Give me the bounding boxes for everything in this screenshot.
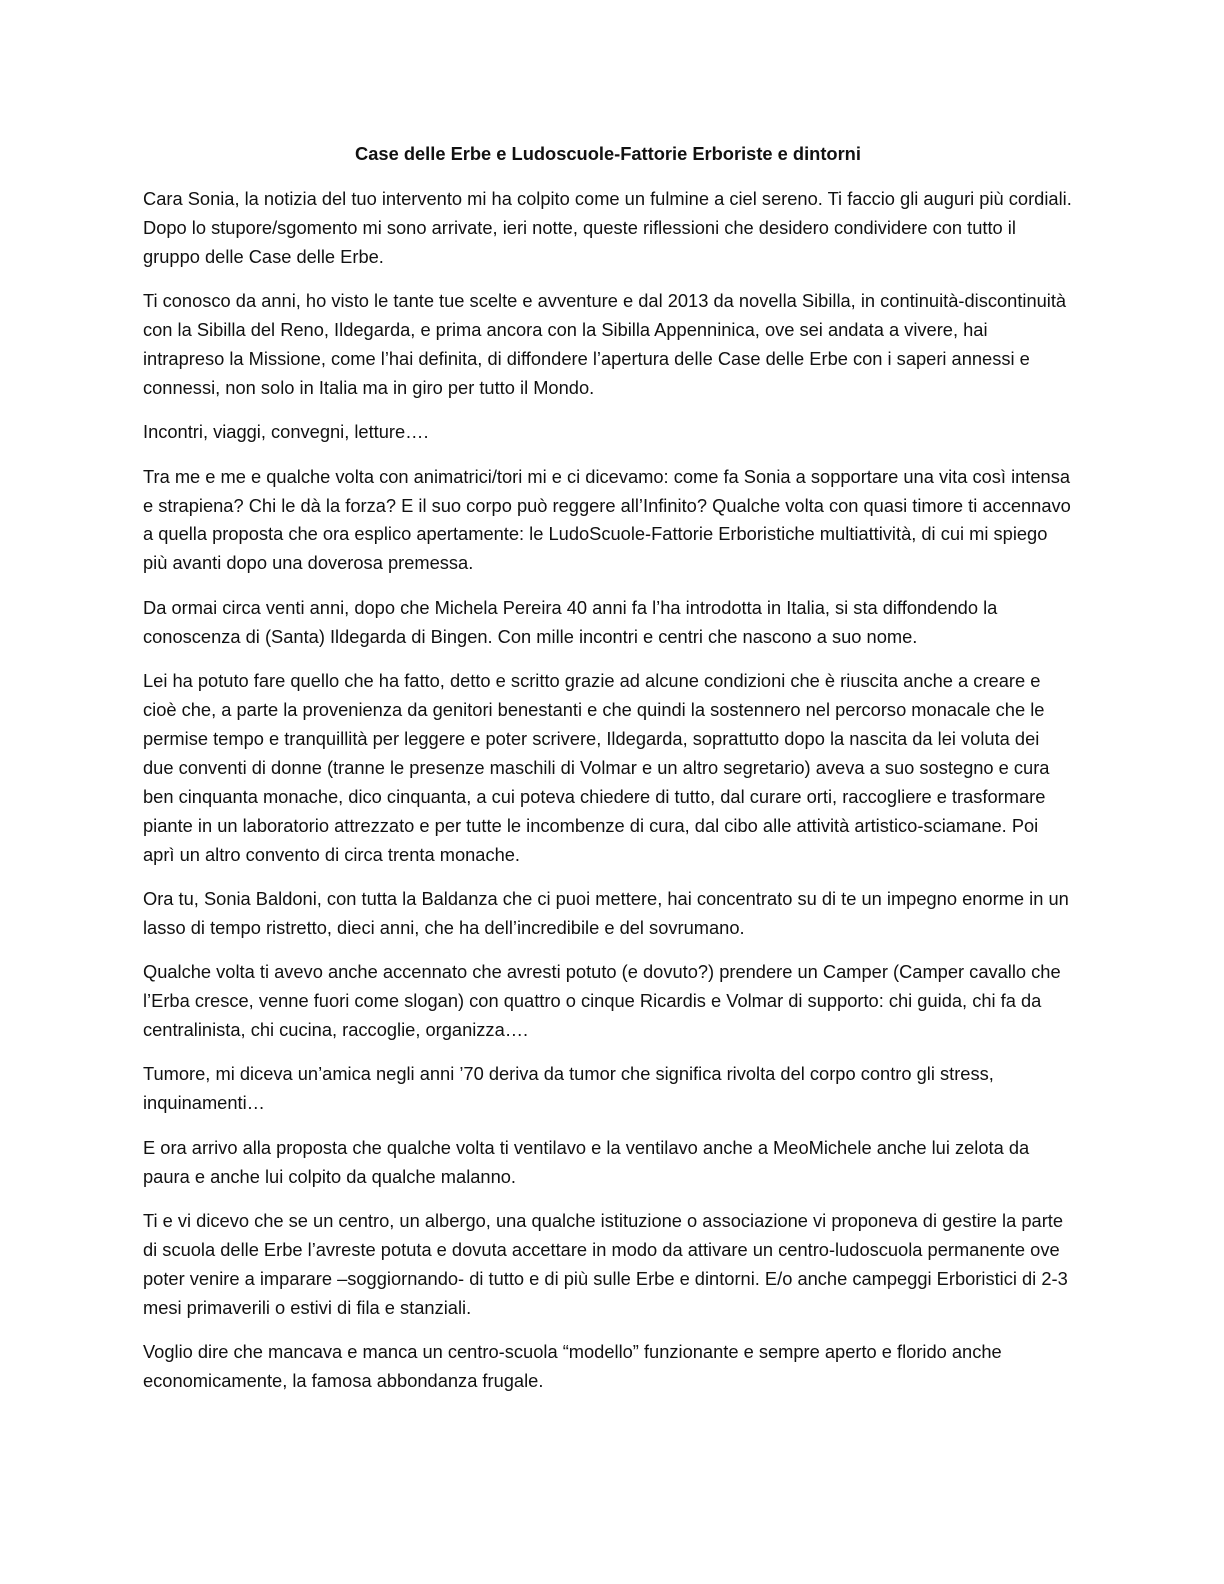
paragraph-1: Cara Sonia, la notizia del tuo intervento mi ha colpito come un fulmine a ciel sereno. Ti faccio gli auguri più cordiali. Dopo lo stupore/sgomento mi sono arrivate, ieri notte, queste riflessioni che desidero condividere con tutto il gruppo delle Case delle Erbe. [143,187,1072,267]
paragraph-9: Tumore, mi diceva un’amica negli anni ’70 deriva da tumor che significa rivolta del corpo contro gli stress, inquinamenti… [143,1063,994,1114]
paragraph-7: Ora tu, Sonia Baldoni, con tutta la Baldanza che ci puoi mettere, hai concentrato su di te un impegno enorme in un lasso di tempo ristretto, dieci anni, che ha dell’incredibile e del sovrumano. [143,887,1069,938]
paragraph-11: Ti e vi dicevo che se un centro, un albergo, una qualche istituzione o associazione vi proponeva di gestire la parte di scuola delle Erbe l’avreste potuta e dovuta accettare in modo da attivare un centro-ludoscuola permanente ove poter venire a imparare –soggiornando- di tutto e di più sulle Erbe e dintorni. E/o anche campeggi Erboristici di 2-3 mesi primaverili o estivi di fila e stanziali. [143,1210,1068,1318]
paragraph-10: E ora arrivo alla proposta che qualche volta ti ventilavo e la ventilavo anche a MeoMichele anche lui zelota da paura e anche lui colpito da qualche malanno. [143,1136,1030,1187]
paragraph-4: Tra me e me e qualche volta con animatrici/tori mi e ci dicevamo: come fa Sonia a sopportare una vita così intensa e strapiena? Chi le dà la forza? E il suo corpo può reggere all’Infinito? Qualche volta con quasi timore ti accennavo a quella proposta che ora esplico apertamente: le LudoScuole-Fattorie Erboristiche multiattività, di cui mi spiego più avanti dopo una doverosa premessa. [143,465,1071,574]
paragraph-5: Da ormai circa venti anni, dopo che Michela Pereira 40 anni fa l’ha introdotta in Italia, si sta diffondendo la conoscenza di (Santa) Ildegarda di Bingen. Con mille incontri e centri che nascono a suo nome. [143,596,998,647]
paragraph-3: Incontri, viaggi, convegni, letture…. [143,421,429,443]
document-page [143,140,1073,1396]
paragraph-12: Voglio dire che mancava e manca un centro-scuola “modello” funzionante e sempre aperto e florido anche economicamente, la famosa abbondanza frugale. [143,1341,1002,1392]
paragraph-6: Lei ha potuto fare quello che ha fatto, detto e scritto grazie ad alcune condizioni che è riuscita anche a creare e cioè che, a parte la provenienza da genitori benestanti e che quindi la sostennero nel percorso monacale che le permise tempo e tranquillità per leggere e poter scrivere, Ildegarda, soprattutto dopo la nascita da lei voluta dei due conventi di donne (tranne le presenze maschili di Volmar e un altro segretario) aveva a suo sostegno e cura ben cinquanta monache, dico cinquanta, a cui poteva chiedere di tutto, dal curare orti, raccogliere e trasformare piante in un laboratorio attrezzato e per tutte le incombenze di cura, dal cibo alle attività artistico-sciamane. Poi aprì un altro convento di circa trenta monache. [143,670,1050,865]
paragraph-2: Ti conosco da anni, ho visto le tante tue scelte e avventure e dal 2013 da novella Sibilla, in continuità-discontinuità con la Sibilla del Reno, Ildegarda, e prima ancora con la Sibilla Appenninica, ove sei andata a vivere, hai intrapreso la Missione, come l’hai definita, di diffondere l’apertura delle Case delle Erbe con i saperi annessi e connessi, non solo in Italia ma in giro per tutto il Mondo. [143,290,1067,398]
paragraph-8: Qualche volta ti avevo anche accennato che avresti potuto (e dovuto?) prendere un Camper (Camper cavallo che l’Erba cresce, venne fuori come slogan) con quattro o cinque Ricardis e Volmar di supporto: chi guida, chi fa da centralinista, chi cucina, raccoglie, organizza…. [143,961,1061,1041]
document-title: Case delle Erbe e Ludoscuole-Fattorie Erboriste e dintorni [355,143,861,164]
